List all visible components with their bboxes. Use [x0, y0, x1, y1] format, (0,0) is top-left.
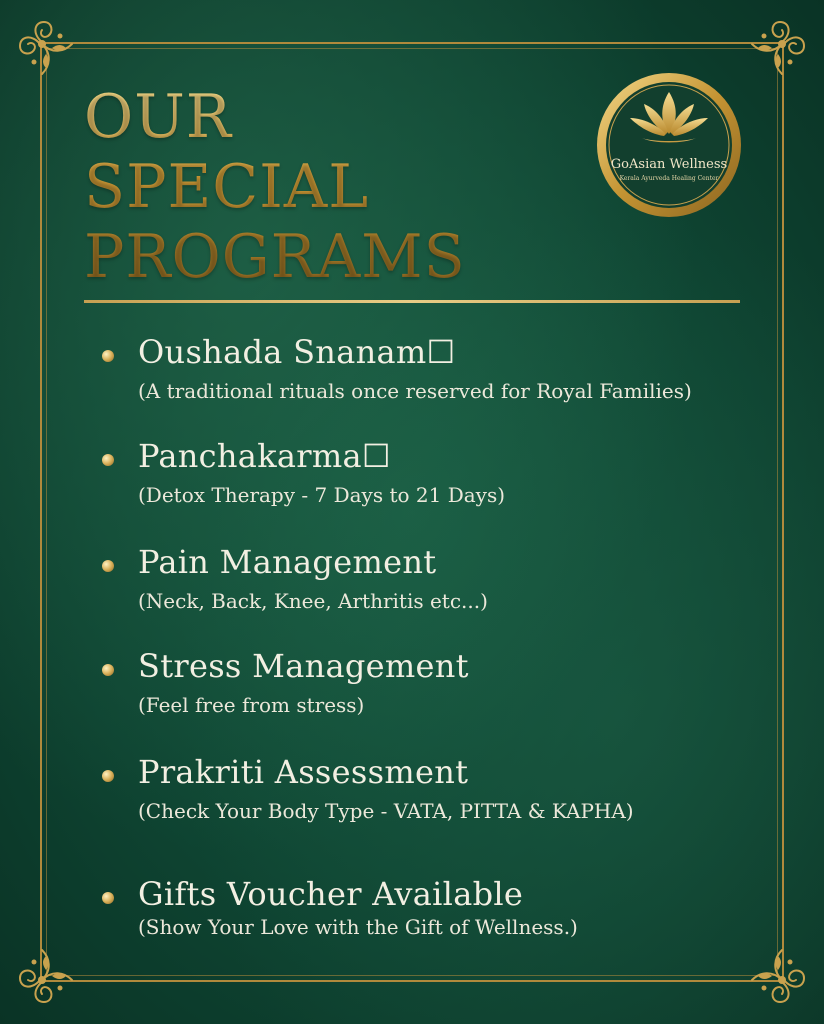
program-description: (Neck, Back, Knee, Arthritis etc...) [138, 589, 488, 613]
logo-tagline: Kerala Ayurveda Healing Center [619, 175, 719, 182]
title-line-1: OUR [84, 82, 232, 152]
corner-flourish-icon [12, 14, 82, 84]
program-name: Gifts Voucher Available [138, 875, 524, 913]
gold-bullet-icon [102, 560, 114, 572]
page-title [84, 82, 466, 292]
corner-flourish-icon [12, 940, 82, 1010]
program-name: Panchakarma☐ [138, 437, 391, 475]
program-name: Prakriti Assessment [138, 753, 469, 791]
corner-flourish-icon [742, 14, 812, 84]
corner-flourish-icon [742, 940, 812, 1010]
program-description: (A traditional rituals once reserved for Royal Families) [138, 379, 692, 403]
gold-bullet-icon [102, 664, 114, 676]
goasian-wellness-logo [594, 70, 744, 220]
program-description: (Detox Therapy - 7 Days to 21 Days) [138, 483, 506, 507]
gold-bullet-icon [102, 454, 114, 466]
title-line-3: PROGRAMS [84, 222, 466, 292]
program-description: (Show Your Love with the Gift of Wellness.) [138, 915, 578, 939]
gold-bullet-icon [102, 892, 114, 904]
title-line-2: SPECIAL [84, 152, 370, 222]
gold-bullet-icon [102, 770, 114, 782]
program-name: Stress Management [138, 647, 469, 685]
title-divider [84, 300, 740, 303]
program-description: (Check Your Body Type - VATA, PITTA & KAPHA) [138, 799, 634, 823]
program-name: Pain Management [138, 543, 437, 581]
program-description: (Feel free from stress) [138, 693, 365, 717]
gold-bullet-icon [102, 350, 114, 362]
logo-name: GoAsian Wellness [610, 157, 728, 172]
program-name: Oushada Snanam☐ [138, 333, 456, 371]
